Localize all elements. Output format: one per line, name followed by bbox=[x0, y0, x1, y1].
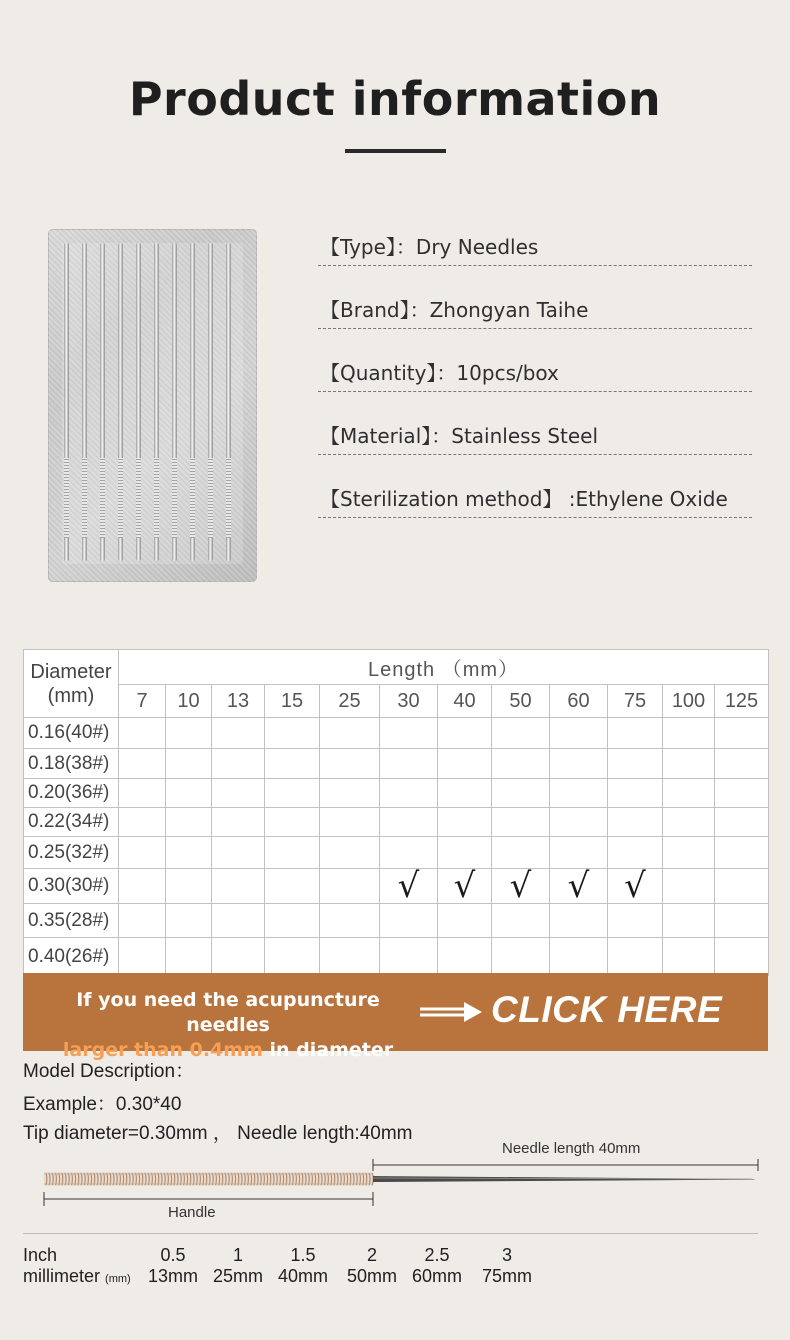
size-cell bbox=[550, 866, 608, 906]
size-cell bbox=[715, 904, 769, 938]
length-col-header: 125 bbox=[715, 685, 769, 718]
blister-tray bbox=[62, 243, 243, 564]
size-cell bbox=[492, 808, 550, 837]
diameter-header-unit: (mm) bbox=[47, 684, 95, 707]
length-col-header: 100 bbox=[663, 685, 715, 718]
size-cell bbox=[119, 938, 166, 976]
divider bbox=[23, 1233, 758, 1234]
size-cell bbox=[663, 749, 715, 779]
length-col-header: 7 bbox=[119, 685, 166, 718]
size-cell bbox=[212, 808, 265, 837]
size-cell bbox=[550, 938, 608, 976]
size-cell bbox=[663, 869, 715, 904]
size-table bbox=[23, 649, 768, 976]
size-cell bbox=[492, 749, 550, 779]
table-row bbox=[24, 904, 769, 938]
table-row bbox=[24, 837, 769, 869]
diameter-cell: 0.22(34#) bbox=[24, 808, 119, 837]
mm-label bbox=[23, 1266, 131, 1287]
length-col-header: 25 bbox=[320, 685, 380, 718]
size-cell bbox=[166, 749, 212, 779]
size-cell bbox=[492, 938, 550, 976]
needle-image bbox=[208, 243, 213, 561]
spec-quantity: 【Quantity】：10pcs/box bbox=[318, 352, 752, 392]
page-title: Product information bbox=[128, 72, 662, 126]
length-col-header: 75 bbox=[608, 685, 663, 718]
handle-label: Handle bbox=[168, 1204, 216, 1221]
size-cell bbox=[550, 808, 608, 837]
click-here-banner[interactable] bbox=[23, 973, 768, 1061]
size-cell bbox=[320, 718, 380, 749]
size-cell bbox=[119, 718, 166, 749]
size-cell bbox=[663, 779, 715, 808]
size-cell bbox=[166, 808, 212, 837]
size-cell bbox=[265, 779, 320, 808]
size-cell bbox=[265, 749, 320, 779]
needle-image bbox=[100, 243, 105, 561]
needle-image bbox=[136, 243, 141, 561]
size-cell bbox=[715, 869, 769, 904]
size-cell bbox=[550, 904, 608, 938]
length-col-header: 13 bbox=[212, 685, 265, 718]
inch-value: 3 bbox=[501, 1245, 512, 1265]
length-col-header: 10 bbox=[166, 685, 212, 718]
size-cell bbox=[663, 837, 715, 869]
size-cell bbox=[492, 779, 550, 808]
size-cell bbox=[550, 779, 608, 808]
size-cell bbox=[715, 779, 769, 808]
click-here-button[interactable]: CLICK HERE bbox=[491, 989, 723, 1030]
model-example: Example：0.30*40 bbox=[23, 1094, 182, 1115]
size-cell bbox=[166, 869, 212, 904]
size-cell bbox=[492, 837, 550, 869]
needle-image bbox=[190, 243, 195, 561]
size-cell bbox=[380, 866, 438, 906]
diameter-cell: 0.18(38#) bbox=[24, 749, 119, 779]
size-cell bbox=[119, 904, 166, 938]
size-cell bbox=[212, 938, 265, 976]
mm-value: 25mm bbox=[212, 1266, 263, 1286]
inch-label: Inch bbox=[23, 1245, 58, 1265]
size-cell bbox=[380, 808, 438, 837]
banner-line1: If you need the acupuncture needles bbox=[76, 989, 380, 1036]
table-row bbox=[24, 749, 769, 779]
size-cell bbox=[166, 938, 212, 976]
needle-image bbox=[172, 243, 177, 561]
size-cell bbox=[608, 779, 663, 808]
length-col-header: 30 bbox=[380, 685, 438, 718]
size-cell bbox=[166, 904, 212, 938]
diameter-cell: 0.30(30#) bbox=[24, 869, 119, 904]
inch-value: 0.5 bbox=[160, 1245, 186, 1265]
size-cell bbox=[166, 779, 212, 808]
inch-value: 1 bbox=[232, 1245, 243, 1265]
check-mark-icon: √ bbox=[567, 866, 590, 906]
table-row bbox=[24, 869, 769, 904]
size-cell bbox=[550, 837, 608, 869]
mm-value: 50mm bbox=[346, 1266, 397, 1286]
size-cell bbox=[663, 808, 715, 837]
size-cell bbox=[715, 749, 769, 779]
size-cell bbox=[492, 866, 550, 906]
arrow-right-icon bbox=[418, 1001, 484, 1023]
size-cell bbox=[380, 837, 438, 869]
length-col-header: 50 bbox=[492, 685, 550, 718]
size-cell bbox=[438, 718, 492, 749]
size-cell bbox=[320, 837, 380, 869]
model-tip: Tip diameter=0.30mm ， Needle length:40mm bbox=[23, 1123, 413, 1144]
size-cell bbox=[438, 779, 492, 808]
needle-diagram bbox=[40, 1136, 760, 1226]
size-cell bbox=[663, 938, 715, 976]
needle-drawing bbox=[40, 1136, 760, 1226]
size-cell bbox=[608, 837, 663, 869]
needle-image bbox=[154, 243, 159, 561]
size-cell bbox=[715, 938, 769, 976]
size-cell bbox=[212, 718, 265, 749]
size-cell bbox=[438, 749, 492, 779]
size-cell bbox=[166, 837, 212, 869]
size-cell bbox=[119, 837, 166, 869]
size-cell bbox=[119, 869, 166, 904]
length-col-header: 15 bbox=[265, 685, 320, 718]
size-cell bbox=[608, 866, 663, 906]
model-heading: Model Description： bbox=[23, 1061, 195, 1082]
size-cell bbox=[608, 904, 663, 938]
spec-brand: 【Brand】：Zhongyan Taihe bbox=[318, 289, 752, 329]
length-header: Length （mm） bbox=[119, 650, 769, 685]
needle-image bbox=[64, 243, 69, 561]
size-cell bbox=[119, 749, 166, 779]
size-cell bbox=[320, 749, 380, 779]
size-cell bbox=[438, 808, 492, 837]
size-cell bbox=[715, 718, 769, 749]
size-cell bbox=[608, 808, 663, 837]
needle-image bbox=[226, 243, 231, 561]
size-cell bbox=[265, 718, 320, 749]
diameter-cell: 0.35(28#) bbox=[24, 904, 119, 938]
table-row bbox=[24, 779, 769, 808]
check-mark-icon: √ bbox=[453, 866, 476, 906]
size-cell bbox=[715, 808, 769, 837]
size-cell bbox=[212, 837, 265, 869]
size-cell bbox=[212, 749, 265, 779]
banner-text bbox=[49, 988, 407, 1063]
size-cell bbox=[608, 718, 663, 749]
inch-value: 2 bbox=[366, 1245, 377, 1265]
length-col-header: 60 bbox=[550, 685, 608, 718]
table-row bbox=[24, 718, 769, 749]
inch-value: 2.5 bbox=[424, 1245, 450, 1265]
diameter-header-label: Diameter bbox=[30, 660, 112, 683]
mm-value: 13mm bbox=[147, 1266, 198, 1286]
size-cell bbox=[119, 808, 166, 837]
size-cell bbox=[320, 938, 380, 976]
size-cell bbox=[492, 718, 550, 749]
diameter-cell: 0.20(36#) bbox=[24, 779, 119, 808]
size-cell bbox=[320, 808, 380, 837]
size-cell bbox=[438, 866, 492, 906]
size-cell bbox=[663, 718, 715, 749]
diameter-cell: 0.25(32#) bbox=[24, 837, 119, 869]
size-cell bbox=[320, 779, 380, 808]
spec-sterilization: 【Sterilization method】 :Ethylene Oxide bbox=[318, 478, 752, 518]
mm-value: 60mm bbox=[411, 1266, 462, 1286]
size-cell bbox=[212, 779, 265, 808]
diameter-cell: 0.16(40#) bbox=[24, 718, 119, 749]
spec-material: 【Material】：Stainless Steel bbox=[318, 415, 752, 455]
check-mark-icon: √ bbox=[397, 866, 420, 906]
size-cell bbox=[550, 749, 608, 779]
check-mark-icon: √ bbox=[509, 866, 532, 906]
size-cell bbox=[608, 938, 663, 976]
diameter-cell: 0.40(26#) bbox=[24, 938, 119, 976]
size-cell bbox=[320, 869, 380, 904]
size-cell bbox=[715, 837, 769, 869]
length-col-header: 40 bbox=[438, 685, 492, 718]
size-cell bbox=[492, 904, 550, 938]
needle-pack-image bbox=[48, 229, 257, 582]
size-cell bbox=[438, 837, 492, 869]
size-cell bbox=[119, 779, 166, 808]
size-cell bbox=[438, 904, 492, 938]
needle-image bbox=[82, 243, 87, 561]
size-cell bbox=[166, 718, 212, 749]
size-cell bbox=[265, 938, 320, 976]
size-cell bbox=[438, 938, 492, 976]
check-mark-icon: √ bbox=[624, 866, 646, 906]
size-cell bbox=[380, 749, 438, 779]
table-row bbox=[24, 808, 769, 837]
banner-highlight: larger than 0.4mm bbox=[62, 1039, 263, 1061]
diameter-header bbox=[24, 650, 119, 718]
size-cell bbox=[550, 718, 608, 749]
size-cell bbox=[265, 808, 320, 837]
size-cell bbox=[265, 837, 320, 869]
size-cell bbox=[380, 904, 438, 938]
inch-value: 1.5 bbox=[290, 1245, 316, 1265]
banner-line2: in diameter bbox=[262, 1039, 394, 1061]
size-cell bbox=[380, 779, 438, 808]
mm-value: 40mm bbox=[277, 1266, 328, 1286]
size-cell bbox=[380, 938, 438, 976]
size-cell bbox=[212, 869, 265, 904]
size-cell bbox=[212, 904, 265, 938]
size-cell bbox=[663, 904, 715, 938]
size-cell bbox=[320, 904, 380, 938]
size-cell bbox=[265, 904, 320, 938]
needle-image bbox=[118, 243, 123, 561]
title-underline bbox=[345, 149, 446, 153]
size-cell bbox=[380, 718, 438, 749]
size-cell bbox=[265, 869, 320, 904]
table-row bbox=[24, 938, 769, 976]
spec-type: 【Type】：Dry Needles bbox=[318, 226, 752, 266]
mm-value: 75mm bbox=[481, 1266, 532, 1286]
needle-length-label: Needle length 40mm bbox=[502, 1140, 641, 1157]
mm-unit: (mm) bbox=[105, 1273, 131, 1285]
size-cell bbox=[608, 749, 663, 779]
mm-label-text: millimeter bbox=[23, 1266, 101, 1286]
